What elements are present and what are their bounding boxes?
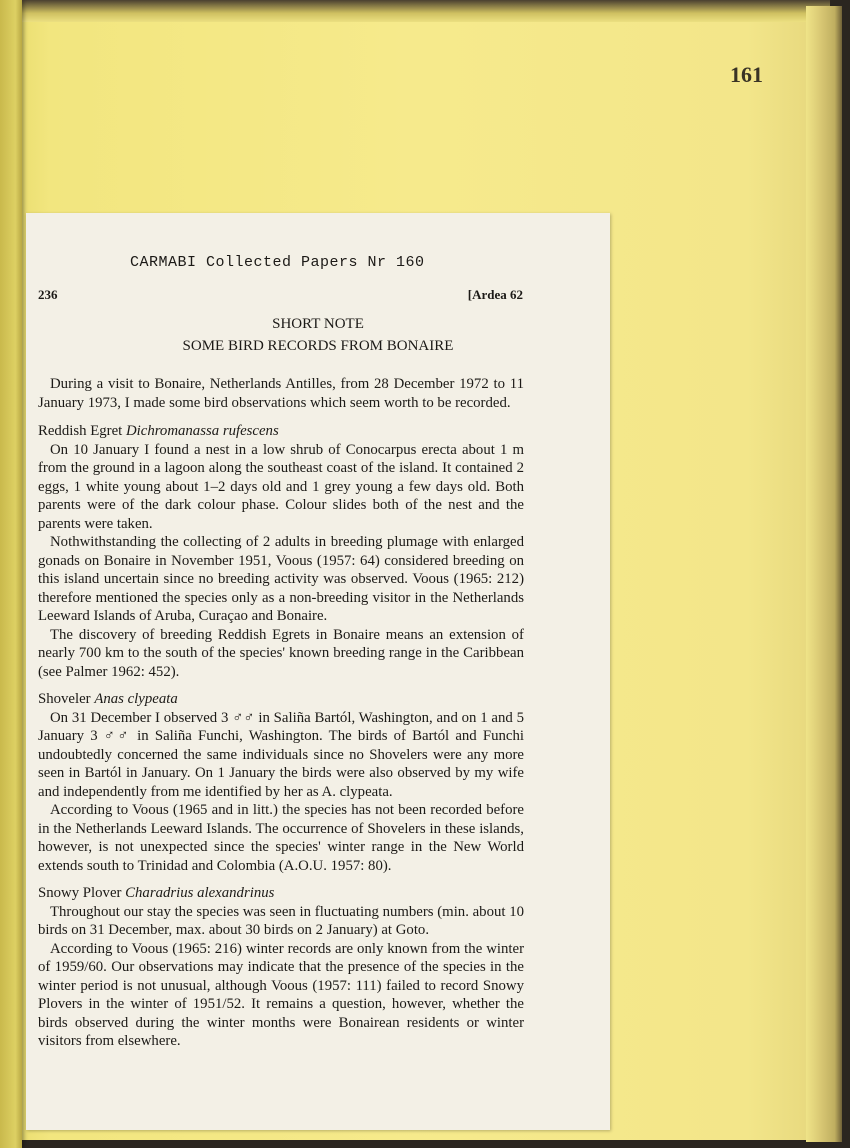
article-title: SOME BIRD RECORDS FROM BONAIRE — [182, 338, 454, 354]
folder-left-edge — [0, 0, 22, 1148]
intro-paragraph: During a visit to Bonaire, Netherlands Antilles, from 28 December 1972 to 11 January 1973, I made some bird observations which seem worth to be recorded. — [38, 376, 524, 411]
section-reddish-egret — [38, 422, 524, 681]
paragraph: According to Voous (1965: 216) winter records are only known from the winter of 1959/60. Our observations may indicate that the presence of the species in the winter period is not unusual, although Voous (1957: 111) failed to record Snowy Plovers in the winter of 1951/52. It remains a question, however, whether the birds observed during the winter months were Bonairean residents or winter visitors from elsewhere. — [38, 940, 524, 1049]
scientific-name: Anas clypeata — [94, 691, 178, 707]
paragraph: Nothwithstanding the collecting of 2 adults in breeding plumage with enlarged gonads on Bonaire in November 1951, Voous (1957: 64) considered breeding on this island uncertain since no breeding activity was observed. Voous (1965: 212) therefore mentioned the species only as a non-breeding visitor in the Netherlands Leeward Islands of Aruba, Curaçao and Bonaire. — [38, 534, 524, 624]
scientific-name: Charadrius alexandrinus — [125, 885, 275, 901]
section-heading — [38, 884, 524, 903]
scientific-name: Dichromanassa rufescens — [125, 423, 279, 439]
collection-header: CARMABI Collected Papers Nr 160 — [130, 254, 425, 271]
article-page — [26, 213, 610, 1130]
journal-reference: [Ardea 62 — [467, 287, 523, 302]
paragraph: On 10 January I found a nest in a low shrub of Conocarpus erecta about 1 m from the ground in a lagoon along the southeast coast of the island. It contained 2 eggs, 1 white young about 1–2 days old and 1 grey young a few days old. Both parents were of the dark colour phase. Colour slides both of the nest and the parents were taken. — [38, 441, 524, 532]
article-body — [38, 375, 524, 1051]
section-snowy-plover — [38, 884, 524, 1051]
section-heading — [38, 422, 524, 441]
folder-page-number: 161 — [730, 62, 763, 87]
common-name: Reddish Egret — [38, 423, 123, 439]
section-heading — [38, 690, 524, 709]
folder-top-edge — [0, 0, 830, 22]
page-number: 236 — [38, 287, 58, 302]
common-name: Snowy Plover — [38, 885, 122, 901]
paragraph: The discovery of breeding Reddish Egrets in Bonaire means an extension of nearly 700 km to the south of the species' known breeding range in the Caribbean (see Palmer 1962: 452). — [38, 626, 524, 680]
note-label: SHORT NOTE — [272, 316, 364, 332]
common-name: Shoveler — [38, 691, 91, 707]
paragraph: According to Voous (1965 and in litt.) the species has not been recorded before in the Netherlands Leeward Islands. The occurrence of Shovelers in these islands, however, is not unexpected since the species' winter range in the New World extends south to Trinidad and Colombia (A.O.U. 1957: 80). — [38, 802, 524, 874]
section-shoveler — [38, 690, 524, 875]
paragraph: Throughout our stay the species was seen in fluctuating numbers (min. about 10 birds on 31 December, max. about 30 birds on 2 January) at Goto. — [38, 903, 524, 938]
paragraph: On 31 December I observed 3 ♂♂ in Saliña Bartól, Washington, and on 1 and 5 January 3 ♂♂ in Saliña Funchi, Washington. The birds of Bartól and Funchi undoubtedly concerned the same individuals since no Shovelers were any more seen in Bartól in January. On 1 January the birds were also observed by my wife and independently from me identified by her as A. clypeata. — [38, 709, 524, 800]
folder-right-edge — [806, 6, 842, 1142]
